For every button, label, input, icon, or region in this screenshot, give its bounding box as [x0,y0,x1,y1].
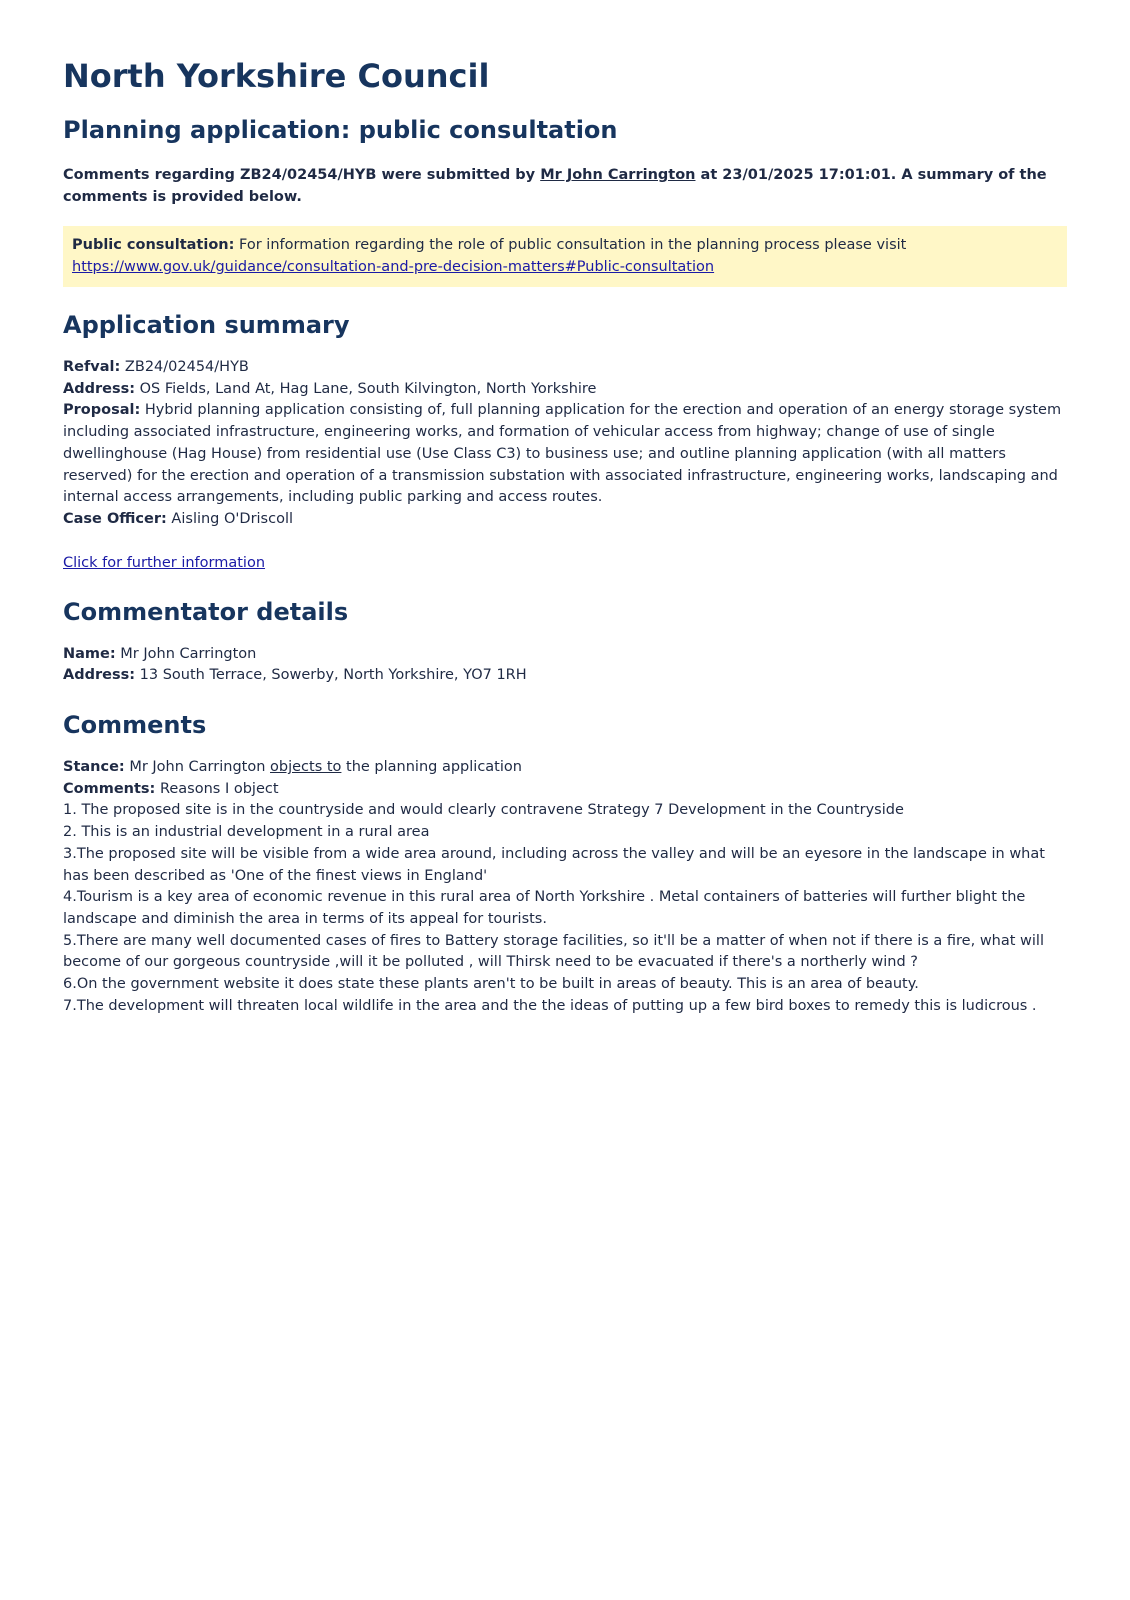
comments-row [63,779,1067,801]
submission-intro [63,164,1067,208]
commentator-name-label: Name: [63,645,116,662]
stance-label: Stance: [63,759,125,776]
application-summary-heading: Application summary [63,311,350,339]
stance-prefix: Mr John Carrington [124,759,271,776]
commentator-name-row [63,644,1067,666]
comments-label: Comments: [63,780,156,797]
stance-suffix: the planning application [341,759,522,776]
comments-heading: Comments [63,711,207,740]
refval-row [63,357,1067,379]
stance-link[interactable]: objects to [270,759,342,776]
comment-line: 3.The proposed site will be visible from a wide area around, including across the valley and will be an eyesore in the landscape in what has been described as 'One of the finest views in England' [63,845,1045,884]
case-officer-row [63,509,1067,531]
stance-row [63,757,1067,779]
page-subtitle: Planning application: public consultation [63,116,618,144]
notice-text: For information regarding the role of public consultation in the planning process please visit [234,237,907,253]
commentator-address-label: Address: [63,667,136,684]
case-officer-label: Case Officer: [63,510,167,527]
public-consultation-notice [63,226,1067,287]
comment-line: 7.The development will threaten local wildlife in the area and the the ideas of putting up a few bird boxes to remedy this is ludicrous . [63,997,1037,1014]
commenter-link[interactable]: Mr John Carrington [540,167,696,183]
document-page [63,50,1067,1017]
comment-line: 4.Tourism is a key area of economic revenue in this rural area of North Yorkshire . Metal containers of batteries will further blight the landscape and diminish the area in terms of its appeal for tourists. [63,889,1026,927]
commentator-details [63,644,1067,687]
case-officer-value: Aisling O'Driscoll [166,510,294,527]
commentator-address-value: 13 South Terrace, Sowerby, North Yorkshire, YO7 1RH [135,667,527,684]
site-address-label: Address: [63,380,136,397]
commentator-name-value: Mr John Carrington [115,645,257,662]
comment-line: 2. This is an industrial development in a rural area [63,824,430,841]
refval-label: Refval: [63,359,121,375]
comments-first-line: Reasons I object [155,780,279,797]
comments-body [63,757,1067,1017]
intro-text-end: at 23/01/2025 17:01:01. A summary of the comments is provided below. [63,167,1047,205]
site-address-value: OS Fields, Land At, Hag Lane, South Kilvington, North Yorkshire [135,380,597,397]
proposal-value: Hybrid planning application consisting of, full planning application for the erection and operation of an energy storage system including associated infrastructure, engineering works, and formation of vehicular access from highway; change of use of single dwellinghouse (Hag House) from residential use (Use Class C3) to business use; and outline planning application (with all matters reserved) for the erection and operation of a transmission substation with associated infrastructure, engineering works, landscaping and internal access arrangements, including public parking and access routes. [63,402,1062,506]
further-information-link[interactable]: Click for further information [63,554,266,571]
consultation-guidance-link[interactable]: https://www.gov.uk/guidance/consultation-and-pre-decision-matters#Public-consultation [72,259,715,275]
commentator-address-row [63,665,1067,687]
council-title: North Yorkshire Council [63,57,490,95]
proposal-label: Proposal: [63,402,141,419]
intro-text-start: Comments regarding ZB24/02454/HYB were submitted by [63,167,541,183]
comment-line: 6.On the government website it does state these plants aren't to be built in areas of beauty. This is an area of beauty. [63,976,919,993]
commentator-details-heading: Commentator details [63,597,349,626]
site-address-row [63,379,1067,401]
comment-line: 5.There are many well documented cases of fires to Battery storage facilities, so it'll be a matter of when not if there is a fire, what will become of our gorgeous countryside ,will it be polluted , will Thirsk need to be evacuated if there's a northerly wind ? [63,932,1044,971]
notice-label: Public consultation: [72,237,235,253]
further-info-row [63,552,1067,574]
refval-value: ZB24/02454/HYB [120,359,249,375]
application-summary [63,357,1067,531]
proposal-row [63,400,1067,509]
comment-line: 1. The proposed site is in the countryside and would clearly contravene Strategy 7 Development in the Countryside [63,802,904,819]
